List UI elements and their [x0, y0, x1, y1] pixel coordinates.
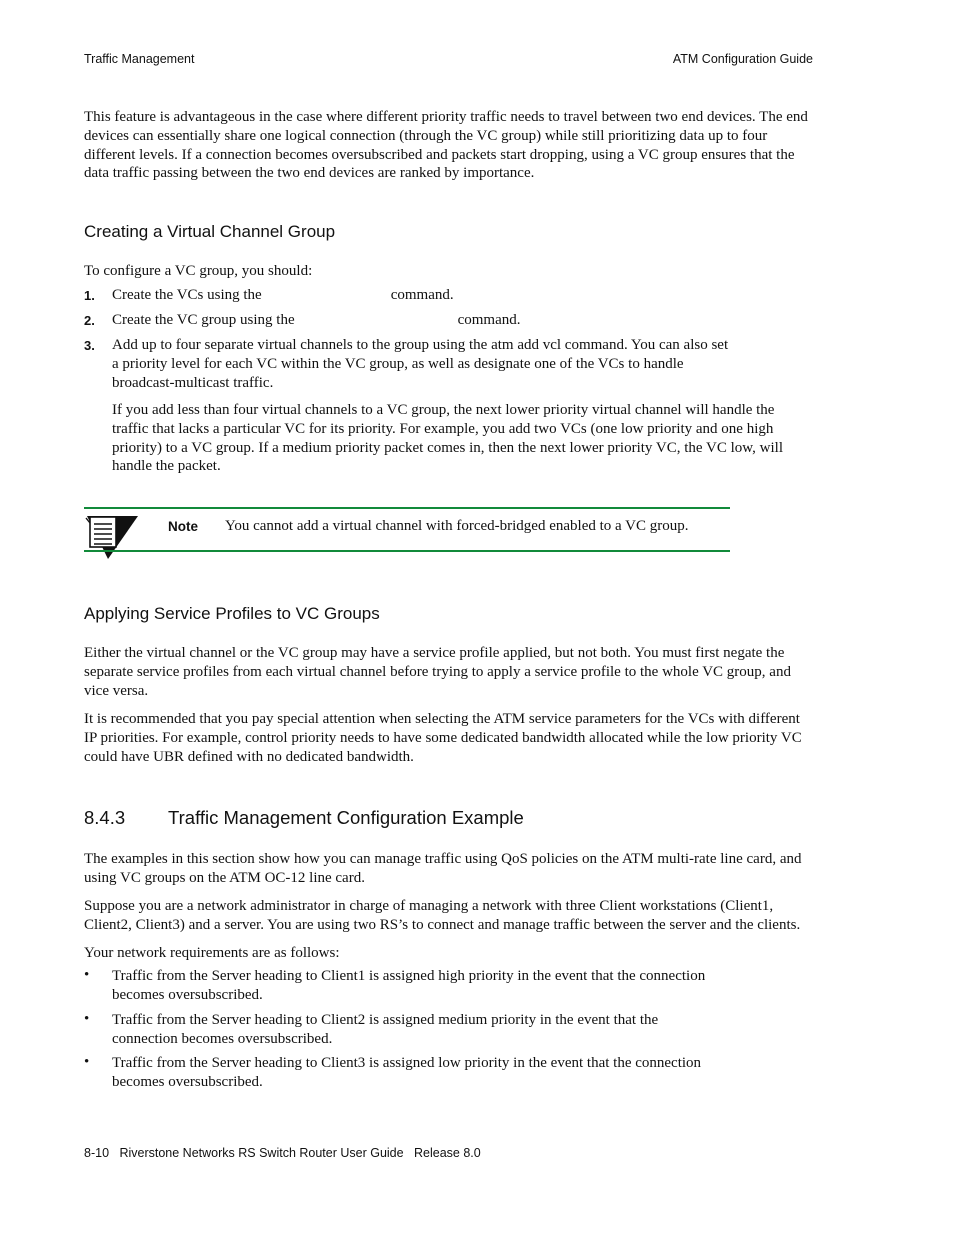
section-heading-creating-vc-group: Creating a Virtual Channel Group [84, 222, 336, 241]
section-heading-traffic-management-example: Traffic Management Configuration Example [168, 807, 524, 828]
creating-lead: To configure a VC group, you should: [84, 263, 313, 279]
bullet-3: Traffic from the Server heading to Client3 is assigned low priority in the event that the connection becomes oversubscribed. [112, 1055, 702, 1090]
section-number-8-4-3: 8.4.3 [84, 807, 126, 828]
footer-release: Release 8.0 [414, 1146, 481, 1160]
step-1-text-after: command. [390, 287, 454, 303]
bullet-2: Traffic from the Server heading to Client2 is assigned medium priority in the event that the connection becomes oversubscribed. [112, 1012, 659, 1047]
intro-paragraph: This feature is advantageous in the case where different priority traffic needs to travel between two end devices. The end devices can essentially share one logical connection (through the VC group) while still prioritizing data up to four different levels. If a connection becomes oversubscribed and packets start dropping, using a VC group ensures that the data traffic passing between the two end devices are ranked by importance. [84, 109, 808, 182]
applying-paragraph-2: It is recommended that you pay special attention when selecting the ATM service parameters for the VCs with different IP priorities. For example, control priority needs to have some dedicated bandwidth allocated while the low priority VC could have UBR defined with no dedicated bandwidth. [84, 711, 802, 765]
step-2 [112, 311, 812, 330]
bullet-3-glyph: • [84, 1054, 90, 1070]
note-label: Note [168, 519, 198, 534]
applying-paragraph-1: Either the virtual channel or the VC group may have a service profile applied, but not both. You must first negate the separate service profiles from each virtual channel before trying to apply a service profile to the whole VC group, and vice versa. [84, 645, 791, 699]
note-bottom-rule [84, 550, 730, 552]
note-icon [84, 515, 144, 563]
bullet-1: Traffic from the Server heading to Client1 is assigned high priority in the event that the connection becomes oversubscribed. [112, 968, 706, 1003]
step-number-1: 1. [84, 288, 95, 303]
step-3-followup: If you add less than four virtual channels to a VC group, the next lower priority virtual channel will handle the traffic that lacks a particular VC for its priority. For example, you add two VCs (one low priority and one high priority) to a VC group. If a medium priority packet comes in, then the next lower priority VC, the VC low, will handle the packet. [112, 402, 783, 475]
step-1-text-before: Create the VCs using the [112, 287, 262, 303]
step-number-2: 2. [84, 313, 95, 328]
example-paragraph-3: Your network requirements are as follows: [84, 945, 340, 961]
step-1 [112, 286, 812, 305]
example-paragraph-2: Suppose you are a network administrator in charge of managing a network with three Client workstations (Client1, Client2, Client3) and a server. You are using two RS’s to connect and manage traffic between the server and the clients. [84, 898, 801, 933]
note-text: You cannot add a virtual channel with forced-bridged enabled to a VC group. [225, 518, 689, 534]
bullet-1-glyph: • [84, 967, 90, 983]
example-paragraph-1: The examples in this section show how you can manage traffic using QoS policies on the ATM multi-rate line card, and using VC groups on the ATM OC-12 line card. [84, 851, 802, 886]
note-top-rule [84, 507, 730, 509]
step-2-text-before: Create the VC group using the [112, 312, 295, 328]
footer [84, 1146, 481, 1160]
section-heading-applying-service-profiles: Applying Service Profiles to VC Groups [84, 604, 380, 623]
footer-title: Riverstone Networks RS Switch Router User Guide [119, 1146, 404, 1160]
bullet-2-glyph: • [84, 1011, 90, 1027]
running-header-left: Traffic Management [84, 52, 195, 66]
step-number-3: 3. [84, 338, 95, 353]
step-3: Add up to four separate virtual channels to the group using the atm add vcl command. You can also set a priority level for each VC within the VC group, as well as designate one of the VCs to handle broadcast-multicast traffic. [112, 337, 729, 391]
running-header-right: ATM Configuration Guide [672, 52, 813, 66]
footer-page-number: 8-10 [84, 1146, 110, 1160]
step-2-text-after: command. [457, 312, 521, 328]
